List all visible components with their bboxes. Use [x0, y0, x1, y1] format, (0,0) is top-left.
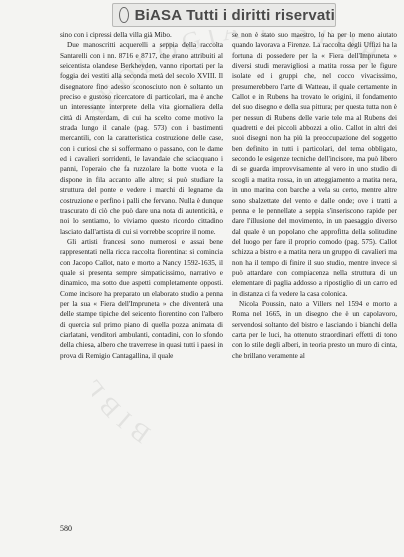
left-text-column	[60, 30, 223, 361]
copyright-banner	[112, 3, 336, 27]
paragraph: se non è stato suo maestro, lo ha per lo meno aiutato quando lavorava a Firenze. La raccolta degli Uffizi ha la fortuna di possedere per la « Fiera dell'Impruneta » diversi studi meravigliosi a matita rossa per le figure isolate ed i gruppi che, nel cocco vivacissimo, presumerebbero l'arte di Watteau, il quale certamente in Callot e in Rubens ha trovato le origini, il fondamento del suo disegno e della sua pittura; per questa tutta non è per nessun di Rubens delle varie tele ma al Rubens dei quadretti e dei piccoli abbozzi a olio. Callot in altri dei suoi disegni non ha più la preoccupazione del soggetto ben definito in tutti i particolari, del tema obbligato, secondo le esigenze tecniche dell'incisore, ma può libero di se guarda improvvisamente al vero in uno studio di scogli a matita rossa, in un atteggiamento a matita nera, in uno marina con barche a vela su certo, mentre altre sono sbalzettate del vento e dalle onde; ove i tratti a penna e le pennellate a seppia s'inseriscono rapide per dare l'illusione del movimento, in un paesaggio diverso dal quale è un popolano che approfitta della solitudine del luogo per fare il proprio comodo (pag. 575). Callot schizza a bistro e a matita nera un gruppo di cavalieri ma non ha il tempo di finire il suo studio, mentre invece si può attardare con compiacenza nella struttura di un elementare di paglia addosso a ripostiglio di un carro ed in distanza ci fa vedere la casa colonica.	[232, 31, 397, 298]
paragraph: Due manoscritti acquerelli a seppia della raccolta Santarelli con i nn. 8716 e 8717, che erano attribuiti al seicentista olandese Berkheyden, vanno riportati per la foggia dei vestiti alla seconda metà del secolo XVIII. Il disegnatore fino adesso sconosciuto non è soltanto un preciso e gustoso ricercatore di particolari, ma è anche un interessante interprete della vita giornaliera della città di Amsterdam, di cui ha scelto come motivo la strada lungo il canale (pag. 573) con i bastimenti mercantili, con la caratteristica costruzione delle case, con i curiosi che si soffermano o passano, con le dame ed i cavalieri sorridenti, le lavandaie che sciacquano i panni, l'operaio che fa ruzzolare la botte vuota e la dispone in fila accanto alle altre; si può studiare la struttura del ponte e vedere i marchi di legname da costruzione e perfino i palli che fervano. Nulla è dunque trascurato di ciò che può dare una nota di autenticità, e noi lo sentiamo, lo viviamo questo ricordo cittadino lasciato dall'artista di cui si vorrebbe scoprire il nome.	[60, 41, 223, 236]
paragraph: Gli artisti francesi sono numerosi e assai bene rappresentati nella ricca raccolta fiorentina: si comincia con Jacopo Callot, nato e morto a Nancy 1592-1635, il quale si presenta sempre simpaticissimo, narrativo e dinamico, ma sotto due aspetti completamente opposti. Come incisore ha preparato un elaborato studio a penna per la sua « Fiera dell'Impruneta » che diventerà una delle stampe tipiche del seicento fiorentino con l'albero di quercia sul primo piano di quella pozza animata di ciarlatani, venditori ambulanti, contadini, con lo sfondo della chiesa, albero che traverrese in quasi tutti i paesi in prova di Remigio Cantagallina, il quale	[60, 237, 223, 360]
page-number: 580	[60, 524, 72, 533]
right-text-column	[232, 30, 397, 361]
paragraph: sino con i cipressi della villa già Mibo.	[60, 31, 172, 39]
banner-text: BiASA Tutti i diritti riservati	[134, 6, 335, 24]
library-logo-icon	[119, 7, 129, 23]
paragraph: Nicola Poussin, nato a Villers nel 1594 e morto a Roma nel 1665, in un disegno che è un capolavoro, servendosi soltanto del bistro e lasciando i bianchi della carta per le luci, ha ottenuto straordinari effetti di tono con lo stile degli alberi, in teoria presto un muro di cinta, che brillano veramente al	[232, 299, 397, 360]
watermark-text: BIB EOLOGIA STOR	[92, 30, 389, 449]
